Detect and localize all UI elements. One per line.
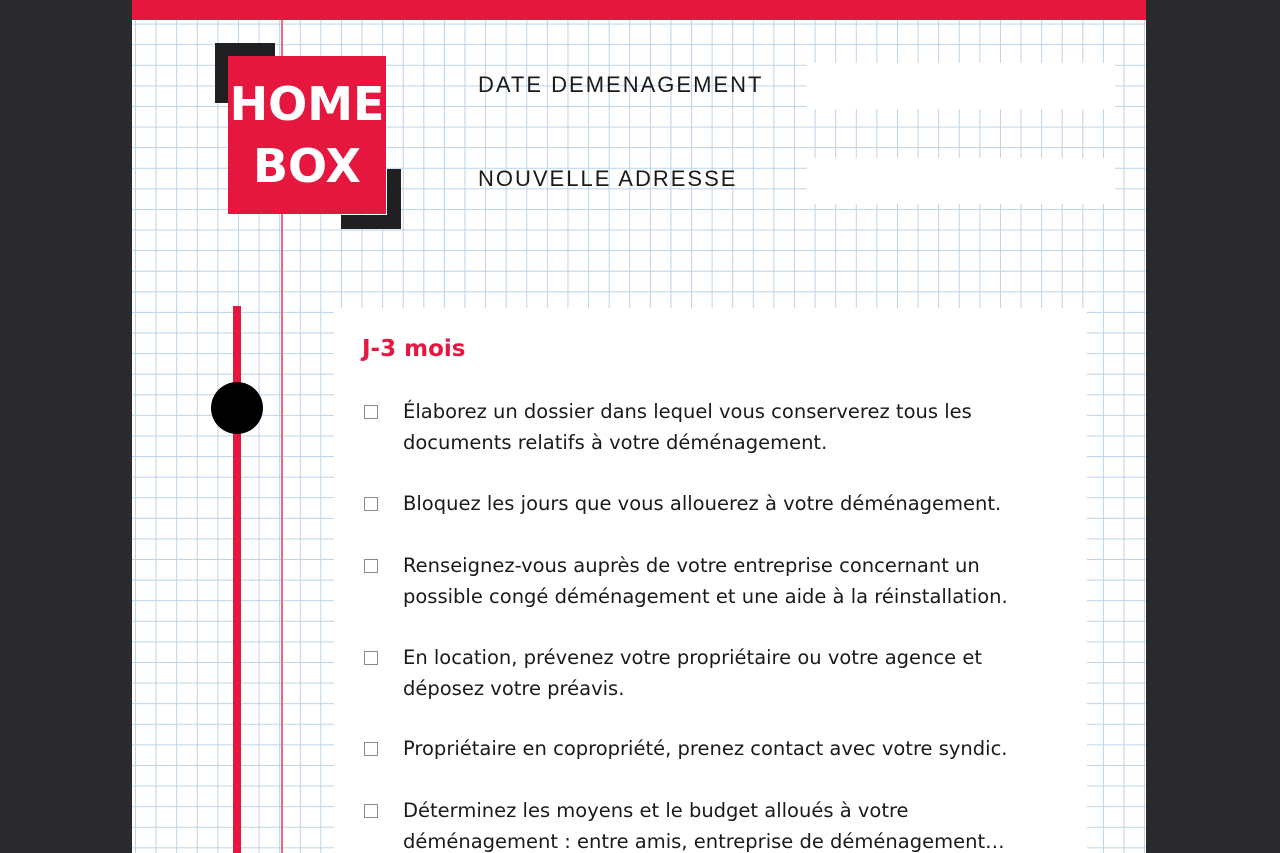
logo-text-line2: BOX bbox=[253, 139, 361, 193]
checklist-item bbox=[364, 642, 1064, 704]
checklist-item bbox=[364, 795, 1064, 853]
address-label: NOUVELLE ADRESSE bbox=[478, 166, 738, 191]
checklist-item bbox=[364, 488, 1064, 519]
date-label: DATE DEMENAGEMENT bbox=[478, 72, 764, 97]
checklist-item-text: Renseignez-vous auprès de votre entreprise concernant un possible congé déménagement et une aide à la réinstallation. bbox=[403, 554, 1008, 608]
checklist-page bbox=[132, 0, 1146, 853]
checklist-item-text: Bloquez les jours que vous allouerez à votre déménagement. bbox=[403, 492, 1002, 515]
timeline-dot bbox=[211, 382, 263, 434]
checkbox[interactable] bbox=[364, 742, 378, 756]
checkbox[interactable] bbox=[364, 651, 378, 665]
section-card bbox=[334, 308, 1087, 853]
checkbox[interactable] bbox=[364, 804, 378, 818]
address-field[interactable] bbox=[807, 158, 1115, 204]
checkbox[interactable] bbox=[364, 559, 378, 573]
checklist-item bbox=[364, 550, 1064, 612]
checklist-item bbox=[364, 396, 1064, 458]
homebox-logo bbox=[215, 43, 401, 229]
checkbox[interactable] bbox=[364, 405, 378, 419]
checklist-item-text: Élaborez un dossier dans lequel vous conserverez tous les documents relatifs à votre déménagement. bbox=[403, 400, 972, 454]
top-accent-bar bbox=[132, 0, 1146, 20]
checklist-item-text: En location, prévenez votre propriétaire ou votre agence et déposez votre préavis. bbox=[403, 646, 982, 700]
date-field[interactable] bbox=[807, 63, 1115, 109]
checklist-item-text: Déterminez les moyens et le budget alloués à votre déménagement : entre amis, entreprise de déménagement… bbox=[403, 799, 1005, 853]
logo-text-line1: HOME bbox=[229, 77, 385, 131]
logo-box bbox=[228, 56, 386, 214]
checklist-item bbox=[364, 733, 1064, 764]
section-title: J-3 mois bbox=[362, 336, 466, 362]
checkbox[interactable] bbox=[364, 497, 378, 511]
checklist-item-text: Propriétaire en copropriété, prenez contact avec votre syndic. bbox=[403, 737, 1008, 760]
